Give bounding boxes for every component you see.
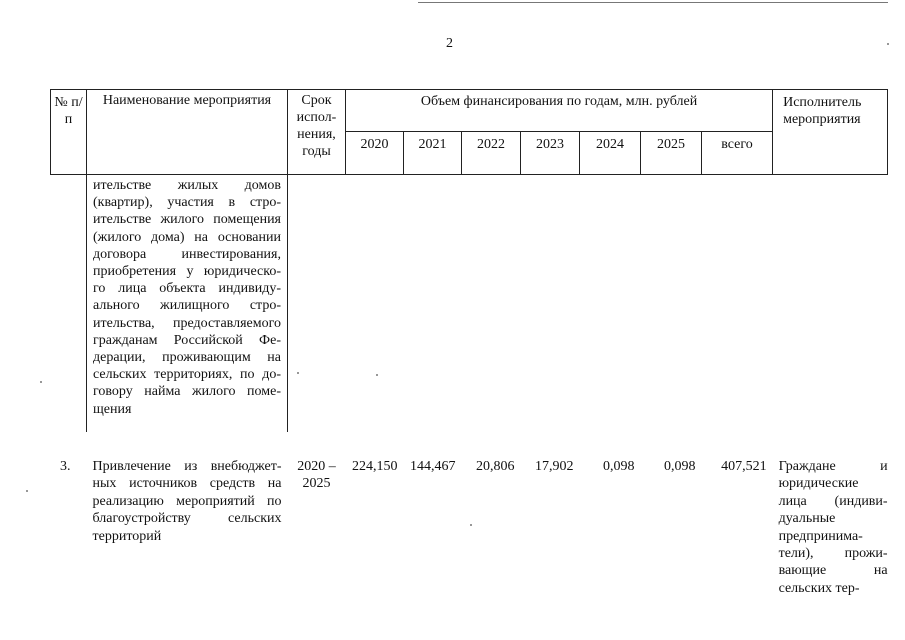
scan-speck — [26, 490, 28, 492]
header-name: Наименование мероприятия — [87, 90, 288, 175]
header-term: Срок испол- нения, годы — [288, 90, 346, 175]
row3-name: Привлечение из внебюджет- ных источников средств на реализацию мероприятий по благоустройству сельских территорий — [92, 459, 282, 544]
row3-value-2023: 17,902 — [535, 459, 574, 474]
header-executor: Исполнитель мероприятия — [773, 90, 888, 175]
header-row — [51, 90, 888, 132]
row3-value-total: 407,521 — [721, 459, 767, 474]
scan-speck — [887, 43, 889, 45]
scan-speck — [40, 381, 42, 383]
table-row-3 — [51, 458, 888, 597]
page-number: 2 — [446, 36, 453, 51]
top-border-line — [418, 2, 888, 3]
continuation-name-cell — [87, 175, 288, 433]
row-spacer — [51, 432, 888, 458]
row3-value-2024: 0,098 — [603, 459, 635, 474]
year-2025: 2025 — [641, 132, 702, 175]
row3-value-2025: 0,098 — [664, 459, 696, 474]
year-total: всего — [702, 132, 773, 175]
measures-table — [50, 89, 888, 597]
continuation-text: ительстве жилых домов (квартир), участия в стро- ительстве жилого помещения (жилого дома) на основании договора инвестирования, приобретения у юридическо- го лица объекта индивиду- ального жилищного стро- ительства, предоставляемого гражданам Российской Фе- дерации, проживающим на сельских территориях, по до- говору найма жилого поме- щения — [93, 178, 281, 417]
header-num: № п/п — [51, 90, 87, 175]
row3-value-2021: 144,467 — [410, 459, 456, 474]
continuation-row — [51, 175, 888, 433]
row3-value-2022: 20,806 — [476, 459, 515, 474]
year-2023: 2023 — [521, 132, 580, 175]
row3-term: 2020 – 2025 — [297, 459, 336, 492]
header-funding: Объем финансирования по годам, млн. рублей — [346, 90, 773, 132]
row3-value-2020: 224,150 — [352, 459, 398, 474]
year-2024: 2024 — [580, 132, 641, 175]
continuation-num-cell — [51, 175, 87, 433]
row3-num: 3. — [60, 459, 71, 474]
year-2021: 2021 — [404, 132, 462, 175]
continuation-empty-cells — [288, 175, 888, 433]
year-2022: 2022 — [462, 132, 521, 175]
row3-executor: Граждане и юридические лица (индиви- дуальные предпринима- тели), прожи- вающие на сельских тер- — [778, 459, 888, 596]
year-2020: 2020 — [346, 132, 404, 175]
